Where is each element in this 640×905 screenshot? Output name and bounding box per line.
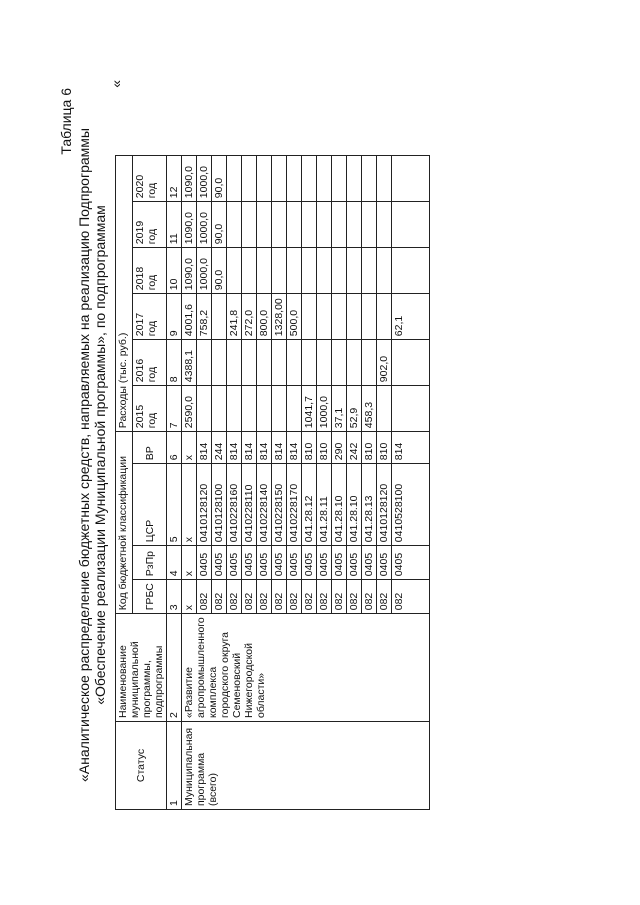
vr-cell: 290: [332, 432, 347, 464]
y2016-cell: [302, 340, 317, 386]
y2020-cell: [257, 156, 272, 202]
rzpr-cell: 0405: [227, 546, 242, 580]
csr-cell: x: [182, 464, 197, 546]
budget-table: [115, 155, 430, 810]
vr-cell: 810: [362, 432, 377, 464]
y2019-cell: [347, 202, 362, 248]
col-number: 10: [167, 248, 182, 294]
header-csr: ЦСР: [133, 464, 167, 546]
y2016-cell: [212, 340, 227, 386]
col-number: 1: [167, 722, 182, 810]
y2017-cell: 4001,6: [182, 294, 197, 340]
status-cell: Муниципальная программа (всего): [182, 722, 430, 810]
y2020-cell: 1090,0: [182, 156, 197, 202]
y2016-cell: [317, 340, 332, 386]
y2019-cell: [332, 202, 347, 248]
y2018-cell: [242, 248, 257, 294]
y2020-cell: [242, 156, 257, 202]
header-year-2019: 2019 год: [133, 202, 167, 248]
vr-cell: 814: [287, 432, 302, 464]
y2018-cell: [347, 248, 362, 294]
y2015-cell: 458,3: [362, 386, 377, 432]
y2017-cell: [317, 294, 332, 340]
y2019-cell: [362, 202, 377, 248]
col-number: 6: [167, 432, 182, 464]
header-program-name: Наименование муниципальной программы, подпрограммы: [116, 614, 167, 722]
y2020-cell: 90,0: [212, 156, 227, 202]
y2020-cell: 1000,0: [197, 156, 212, 202]
grbs-cell: 082: [392, 580, 430, 614]
y2018-cell: [257, 248, 272, 294]
y2019-cell: [227, 202, 242, 248]
y2020-cell: [287, 156, 302, 202]
header-year-2016: 2016 год: [133, 340, 167, 386]
grbs-cell: 082: [287, 580, 302, 614]
y2015-cell: [227, 386, 242, 432]
y2020-cell: [272, 156, 287, 202]
grbs-cell: 082: [362, 580, 377, 614]
rzpr-cell: x: [182, 546, 197, 580]
title-line-1: «Аналитическое распределение бюджетных средств, направляемых на реализацию Подпрограммы: [76, 128, 92, 782]
quote-mark: «: [108, 80, 124, 88]
y2016-cell: [242, 340, 257, 386]
header-grbs: ГРБС: [133, 580, 167, 614]
vr-cell: 814: [227, 432, 242, 464]
csr-cell: 0410228160: [227, 464, 242, 546]
grbs-cell: 082: [227, 580, 242, 614]
y2020-cell: [227, 156, 242, 202]
rzpr-cell: 0405: [392, 546, 430, 580]
y2018-cell: [332, 248, 347, 294]
column-number-row: [167, 156, 182, 810]
col-number: 3: [167, 580, 182, 614]
y2020-cell: [377, 156, 392, 202]
csr-cell: 0410528100: [392, 464, 430, 546]
y2016-cell: [227, 340, 242, 386]
y2017-cell: 800,0: [257, 294, 272, 340]
col-number: 7: [167, 386, 182, 432]
rzpr-cell: 0405: [242, 546, 257, 580]
col-number: 9: [167, 294, 182, 340]
csr-cell: 041.28.10: [332, 464, 347, 546]
rzpr-cell: 0405: [257, 546, 272, 580]
grbs-cell: 082: [317, 580, 332, 614]
y2019-cell: [392, 202, 430, 248]
rzpr-cell: 0405: [377, 546, 392, 580]
y2015-cell: [212, 386, 227, 432]
y2015-cell: [197, 386, 212, 432]
csr-cell: 041.28.13: [362, 464, 377, 546]
rzpr-cell: 0405: [197, 546, 212, 580]
y2017-cell: 1328,00: [272, 294, 287, 340]
y2018-cell: [227, 248, 242, 294]
y2016-cell: 902,0: [377, 340, 392, 386]
y2017-cell: [302, 294, 317, 340]
header-code-group: Код бюджетной классификации: [116, 432, 133, 614]
y2015-cell: [257, 386, 272, 432]
y2018-cell: 90,0: [212, 248, 227, 294]
y2020-cell: [347, 156, 362, 202]
vr-cell: 814: [242, 432, 257, 464]
rzpr-cell: 0405: [362, 546, 377, 580]
y2016-cell: [392, 340, 430, 386]
y2020-cell: [332, 156, 347, 202]
y2018-cell: [377, 248, 392, 294]
rzpr-cell: 0405: [332, 546, 347, 580]
program-name-cell: «Развитие агропромышленного комплекса городского округа Семеновский Нижегородской области»: [182, 614, 430, 722]
y2018-cell: [272, 248, 287, 294]
header-status: Статус: [116, 722, 167, 810]
grbs-cell: 082: [197, 580, 212, 614]
table-row: [182, 156, 197, 810]
y2019-cell: 1000,0: [197, 202, 212, 248]
col-number: 12: [167, 156, 182, 202]
vr-cell: x: [182, 432, 197, 464]
y2019-cell: [317, 202, 332, 248]
rzpr-cell: 0405: [212, 546, 227, 580]
y2016-cell: 4388,1: [182, 340, 197, 386]
grbs-cell: 082: [377, 580, 392, 614]
y2016-cell: [272, 340, 287, 386]
header-year-2020: 2020 год: [133, 156, 167, 202]
y2015-cell: 1000,0: [317, 386, 332, 432]
y2017-cell: [362, 294, 377, 340]
csr-cell: 0410128100: [212, 464, 227, 546]
header-year-2015: 2015 год: [133, 386, 167, 432]
y2015-cell: [377, 386, 392, 432]
y2015-cell: 1041,7: [302, 386, 317, 432]
vr-cell: 814: [197, 432, 212, 464]
col-number: 11: [167, 202, 182, 248]
vr-cell: 810: [377, 432, 392, 464]
y2017-cell: [377, 294, 392, 340]
vr-cell: 244: [212, 432, 227, 464]
y2019-cell: [242, 202, 257, 248]
csr-cell: 0410228150: [272, 464, 287, 546]
y2017-cell: [347, 294, 362, 340]
header-vr: ВР: [133, 432, 167, 464]
y2020-cell: [302, 156, 317, 202]
vr-cell: 810: [317, 432, 332, 464]
csr-cell: 0410228170: [287, 464, 302, 546]
header-expenses-group: Расходы (тыс. руб.): [116, 156, 133, 432]
y2019-cell: [272, 202, 287, 248]
y2016-cell: [287, 340, 302, 386]
csr-cell: 041.28.12: [302, 464, 317, 546]
y2017-cell: 500,0: [287, 294, 302, 340]
y2016-cell: [257, 340, 272, 386]
y2015-cell: [287, 386, 302, 432]
y2018-cell: [317, 248, 332, 294]
grbs-cell: 082: [272, 580, 287, 614]
y2017-cell: 62,1: [392, 294, 430, 340]
csr-cell: 041.28.11: [317, 464, 332, 546]
vr-cell: 814: [392, 432, 430, 464]
y2015-cell: [392, 386, 430, 432]
csr-cell: 0410128120: [197, 464, 212, 546]
y2017-cell: 241,8: [227, 294, 242, 340]
table-body: [182, 156, 430, 810]
vr-cell: 242: [347, 432, 362, 464]
header-rzpr: РзПр: [133, 546, 167, 580]
y2015-cell: [272, 386, 287, 432]
col-number: 4: [167, 546, 182, 580]
y2016-cell: [347, 340, 362, 386]
grbs-cell: 082: [302, 580, 317, 614]
y2018-cell: [302, 248, 317, 294]
vr-cell: 814: [272, 432, 287, 464]
rzpr-cell: 0405: [302, 546, 317, 580]
csr-cell: 0410128120: [377, 464, 392, 546]
y2017-cell: 758,2: [197, 294, 212, 340]
csr-cell: 0410228110: [242, 464, 257, 546]
y2016-cell: [332, 340, 347, 386]
table-caption: Таблица 6: [58, 88, 74, 155]
csr-cell: 041.28.10: [347, 464, 362, 546]
rzpr-cell: 0405: [287, 546, 302, 580]
header-year-2018: 2018 год: [133, 248, 167, 294]
y2016-cell: [197, 340, 212, 386]
y2020-cell: [317, 156, 332, 202]
col-number: 8: [167, 340, 182, 386]
title-line-2: «Обеспечение реализации Муниципальной программы», по подпрограммам: [92, 205, 108, 705]
col-number: 5: [167, 464, 182, 546]
y2020-cell: [362, 156, 377, 202]
y2018-cell: [287, 248, 302, 294]
y2019-cell: [257, 202, 272, 248]
vr-cell: 810: [302, 432, 317, 464]
y2017-cell: [212, 294, 227, 340]
rzpr-cell: 0405: [317, 546, 332, 580]
col-number: 2: [167, 614, 182, 722]
y2016-cell: [362, 340, 377, 386]
y2015-cell: [242, 386, 257, 432]
y2018-cell: 1090,0: [182, 248, 197, 294]
y2019-cell: [287, 202, 302, 248]
csr-cell: 0410228140: [257, 464, 272, 546]
grbs-cell: 082: [242, 580, 257, 614]
grbs-cell: 082: [332, 580, 347, 614]
rzpr-cell: 0405: [272, 546, 287, 580]
y2017-cell: [332, 294, 347, 340]
y2018-cell: 1000,0: [197, 248, 212, 294]
y2019-cell: 90,0: [212, 202, 227, 248]
y2017-cell: 272,0: [242, 294, 257, 340]
y2018-cell: [362, 248, 377, 294]
y2020-cell: [392, 156, 430, 202]
header-year-2017: 2017 год: [133, 294, 167, 340]
y2015-cell: 2590,0: [182, 386, 197, 432]
y2015-cell: 52,9: [347, 386, 362, 432]
grbs-cell: x: [182, 580, 197, 614]
grbs-cell: 082: [212, 580, 227, 614]
y2019-cell: [302, 202, 317, 248]
grbs-cell: 082: [257, 580, 272, 614]
vr-cell: 814: [257, 432, 272, 464]
y2019-cell: 1090,0: [182, 202, 197, 248]
grbs-cell: 082: [347, 580, 362, 614]
y2018-cell: [392, 248, 430, 294]
y2015-cell: 37,1: [332, 386, 347, 432]
y2019-cell: [377, 202, 392, 248]
rzpr-cell: 0405: [347, 546, 362, 580]
